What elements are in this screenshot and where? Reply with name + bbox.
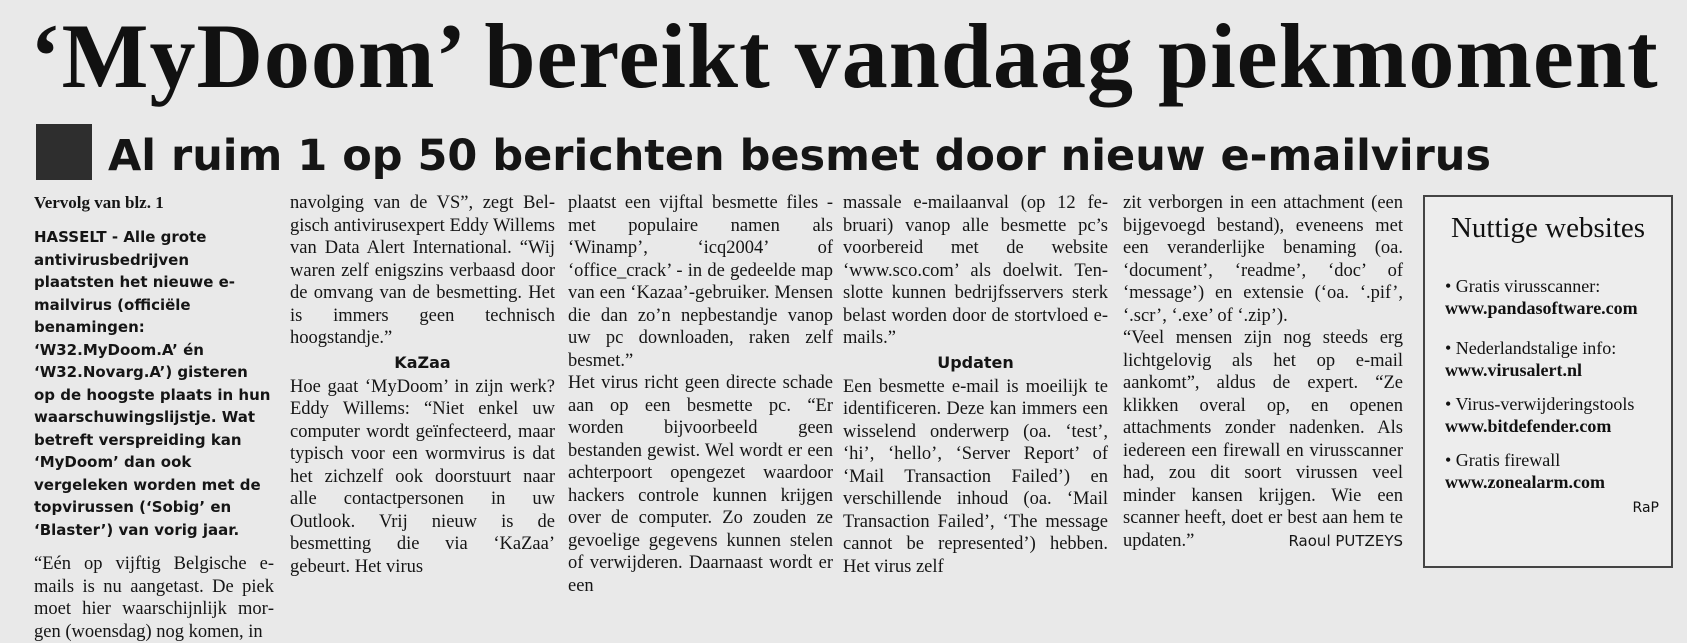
section-subtitle-updaten: Updaten — [937, 352, 1014, 372]
sidebar-item — [1445, 449, 1670, 493]
body-paragraph: navolging van de VS”, zegt Belgisch antivirusexpert Eddy Willems van Data Alert International. “Wij waren zelf enigszins verbaasd door de omvang van de besmetting. Het is immers geen technisch hoogstandje.” — [290, 193, 555, 348]
sidebar-credit: RaP — [1632, 500, 1659, 516]
column-3 — [568, 192, 833, 597]
dateline: HASSELT - — [34, 228, 124, 246]
subheadline — [36, 124, 1491, 186]
sidebar-item — [1445, 393, 1670, 437]
column-2 — [290, 192, 555, 578]
useful-websites-box — [1423, 195, 1673, 568]
body-paragraph: massale e-mailaanval (op 12 februari) vanop alle besmette pc’s voorbereid met de website ‘www.sco.com’ als doelwit. Tenslotte kunnen bedrijfsservers sterk belast worden door de stortvloed e-mails.” — [843, 193, 1108, 348]
body-paragraph: zit verborgen in een attachment (een bijgevoegd bestand), eveneens met een veranderlijke benaming (oa. ‘document’, ‘readme’, ‘doc’ of ‘message’) en extensie (‘oa. ‘.pif’, ‘.scr’, ‘.exe’ of ‘.zip’). — [1123, 193, 1403, 326]
lead-paragraph — [34, 226, 274, 541]
body-paragraph: Een besmette e-mail is moeilijk te identificeren. Deze kan immers een wisselend onderwerp (oa. ‘test’, ‘hi’, ‘hello’, ‘Server Report’ of ‘Mail Transaction Failed’) en verschillende inhoud (oa. ‘Mail Transaction Failed’, ‘The message cannot be represented’) hebben. Het virus zelf — [843, 376, 1108, 577]
body-paragraph: “Eén op vijftig Belgische e-mails is nu aangetast. De piek moet hier waarschijnlijk morgen (woensdag) nog komen, in — [34, 554, 274, 642]
body-paragraph: “Veel mensen zijn nog steeds erg lichtgelovig als het op e-mail aankomt”, aldus de expert. “Ze klikken overal op, en openen attachments zonder nadenken. Als iedereen een firewall en virusscanner had, zou dit soort virussen veel minder kansen krijgen. Wie een scanner heeft, doet er best aan hem te updaten.” — [1123, 328, 1403, 551]
sidebar-item-label: • Virus-verwijderingstools — [1445, 394, 1635, 414]
subheadline-text: Al ruim 1 op 50 berichten besmet door nieuw e-mailvirus — [108, 131, 1491, 181]
square-bullet-icon — [36, 124, 92, 180]
body-paragraph: plaatst een vijftal besmette files - met populaire namen als ‘Winamp’, ‘icq2004’ of ‘office_crack’ - in de gedeelde map van een ‘Kazaa’-gebruiker. Mensen die dan zo’n nepbestandje vanop uw pc downloaden, raken zelf besmet.” — [568, 193, 833, 371]
sidebar-item-label: • Nederlandstalige info: — [1445, 338, 1617, 358]
sidebar-item-link[interactable]: www.bitdefender.com — [1445, 416, 1612, 436]
sidebar-item-label: • Gratis firewall — [1445, 450, 1561, 470]
sidebar-item-link[interactable]: www.pandasoftware.com — [1445, 298, 1638, 318]
column-4 — [843, 192, 1108, 578]
column-5 — [1123, 192, 1403, 553]
byline: Raoul PUTZEYS — [1288, 532, 1403, 550]
continued-from-label: Vervolg van blz. 1 — [34, 193, 164, 212]
section-subtitle-kazaa: KaZaa — [394, 352, 451, 372]
sidebar-item — [1445, 337, 1670, 381]
sidebar-item-label: • Gratis virusscanner: — [1445, 276, 1601, 296]
sidebar-item-link[interactable]: www.zonealarm.com — [1445, 472, 1605, 492]
lead-text: Alle grote antivirusbedrijven plaatsten het nieuwe e-mailvirus (officiële benamingen: ‘W32.MyDoom.A’ én ‘W32.Novarg.A’) gisteren op de hoogste plaats in hun waarschuwingslijstje. Wat betreft verspreiding kan ‘MyDoom’ dan ook vergeleken worden met de topvirussen (‘Sobig’ en ‘Blaster’) van vorig jaar. — [34, 228, 271, 539]
headline: ‘MyDoom’ bereikt vandaag piekmoment — [30, 5, 1659, 107]
body-paragraph: Het virus richt geen directe schade aan op een besmette pc. “Er worden bijvoorbeeld geen bestanden gewist. Wel wordt er een achterpoort opengezet waardoor hackers controle kunnen krijgen over de computer. Zo zouden ze gevoelige gegevens kunnen stelen of verwijderen. Daarnaast wordt er een — [568, 373, 833, 596]
column-1 — [34, 192, 274, 643]
sidebar-item — [1445, 275, 1670, 319]
sidebar-item-link[interactable]: www.virusalert.nl — [1445, 360, 1582, 380]
sidebar-title: Nuttige websites — [1450, 212, 1646, 244]
body-paragraph: Hoe gaat ‘MyDoom’ in zijn werk? Eddy Willems: “Niet enkel uw computer wordt geïnfecteerd, maar typisch voor een wormvirus is dat het zichzelf ook doorstuurt naar alle contactpersonen in uw Outlook. Vrij nieuw is de besmetting die via ‘KaZaa’ gebeurt. Het virus — [290, 376, 555, 577]
